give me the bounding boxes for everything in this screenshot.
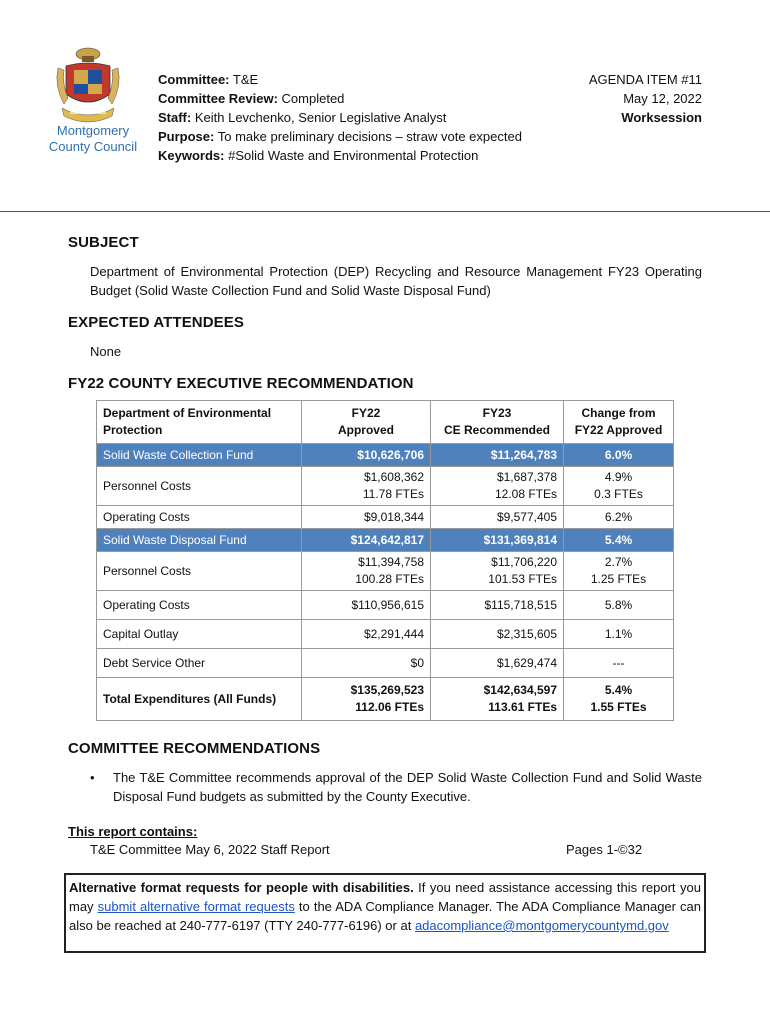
- cell-fy22: $110,956,615: [302, 591, 431, 620]
- ada-email-link[interactable]: adacompliance@montgomerycountymd.gov: [414, 918, 669, 933]
- contents-pages: Pages 1-©32: [566, 842, 643, 857]
- table-row-collection-personnel: [97, 467, 674, 506]
- row-label: Debt Service Other: [97, 649, 302, 678]
- cell-fy22: $124,642,817: [302, 529, 431, 552]
- keywords-value: #Solid Waste and Environmental Protection: [228, 148, 479, 163]
- cell-fy23: $1,629,474: [431, 649, 564, 678]
- row-label: Solid Waste Disposal Fund: [97, 529, 302, 552]
- committee-line: [158, 70, 522, 89]
- cell-fy22: $1,608,362 11.78 FTEs: [302, 467, 431, 506]
- council-name-line1: Montgomery: [56, 123, 130, 138]
- attendees-heading: EXPECTED ATTENDEES: [68, 314, 244, 331]
- cell-fy22: $11,394,758 100.28 FTEs: [302, 552, 431, 591]
- cell-change: 5.8%: [564, 591, 674, 620]
- cell-change: 6.0%: [564, 444, 674, 467]
- table-row-debt-service: [97, 649, 674, 678]
- cell-fy23: $131,369,814: [431, 529, 564, 552]
- accessibility-lead: Alternative format requests for people with disabilities.: [69, 880, 414, 895]
- cell-fy22: $9,018,344: [302, 506, 431, 529]
- cell-fy23: $115,718,515: [431, 591, 564, 620]
- keywords-label: Keywords:: [158, 148, 225, 163]
- purpose-value: To make preliminary decisions – straw vote expected: [217, 129, 522, 144]
- recommendation-heading: FY22 COUNTY EXECUTIVE RECOMMENDATION: [68, 375, 414, 392]
- committee-value: T&E: [232, 72, 259, 87]
- budget-table: [96, 400, 674, 721]
- cell-change: 4.9% 0.3 FTEs: [564, 467, 674, 506]
- table-row-disposal-personnel: [97, 552, 674, 591]
- table-row-collection-fund: [97, 444, 674, 467]
- accessibility-notice: [64, 873, 706, 953]
- table-row-capital-outlay: [97, 620, 674, 649]
- cell-change: 5.4%: [564, 529, 674, 552]
- meta-block: [158, 70, 522, 165]
- cell-fy23: $1,687,378 12.08 FTEs: [431, 467, 564, 506]
- row-label: Personnel Costs: [97, 552, 302, 591]
- agenda-block: [589, 70, 702, 127]
- row-label: Personnel Costs: [97, 467, 302, 506]
- table-row-collection-operating: [97, 506, 674, 529]
- cell-change: 1.1%: [564, 620, 674, 649]
- review-label: Committee Review:: [158, 91, 278, 106]
- cell-change: ---: [564, 649, 674, 678]
- cell-change: 5.4% 1.55 FTEs: [564, 678, 674, 721]
- header-fy22: FY22 Approved: [302, 401, 431, 444]
- header-department: Department of Environmental Protection: [97, 401, 302, 444]
- contents-item: T&E Committee May 6, 2022 Staff Report: [90, 842, 330, 857]
- row-label: Operating Costs: [97, 506, 302, 529]
- header-change: Change from FY22 Approved: [564, 401, 674, 444]
- committee-label: Committee:: [158, 72, 230, 87]
- review-value: Completed: [281, 91, 345, 106]
- cell-change: 6.2%: [564, 506, 674, 529]
- table-row-disposal-operating: [97, 591, 674, 620]
- staff-value: Keith Levchenko, Senior Legislative Analyst: [194, 110, 447, 125]
- session-type: Worksession: [621, 110, 702, 125]
- review-line: [158, 89, 522, 108]
- cell-fy23: $11,706,220 101.53 FTEs: [431, 552, 564, 591]
- cell-fy23: $9,577,405: [431, 506, 564, 529]
- table-row-disposal-fund: [97, 529, 674, 552]
- purpose-label: Purpose:: [158, 129, 215, 144]
- cell-fy22: $10,626,706: [302, 444, 431, 467]
- cell-change: 2.7% 1.25 FTEs: [564, 552, 674, 591]
- subject-text: Department of Environmental Protection (DEP) Recycling and Resource Management FY23 Operating Budget (Solid Waste Collection Fund and Solid Waste Disposal Fund): [90, 264, 702, 298]
- table-header-row: [97, 401, 674, 444]
- committee-bullet-text: The T&E Committee recommends approval of the DEP Solid Waste Collection Fund and Solid Waste Disposal Fund budgets as submitted by the County Executive.: [113, 770, 702, 804]
- cell-fy23: $11,264,783: [431, 444, 564, 467]
- staff-label: Staff:: [158, 110, 192, 125]
- cell-fy23: $2,315,605: [431, 620, 564, 649]
- staff-line: [158, 108, 522, 127]
- keywords-line: [158, 146, 522, 165]
- contents-heading: This report contains:: [68, 824, 198, 839]
- table-row-total: [97, 678, 674, 721]
- meeting-date: May 12, 2022: [623, 91, 702, 106]
- row-label: Solid Waste Collection Fund: [97, 444, 302, 467]
- accessibility-text-1: If you need assistance accessing this report you may: [69, 880, 701, 914]
- cell-fy23: $142,634,597 113.61 FTEs: [431, 678, 564, 721]
- agenda-item: AGENDA ITEM #11: [588, 72, 702, 87]
- cell-fy22: $0: [302, 649, 431, 678]
- committee-heading: COMMITTEE RECOMMENDATIONS: [68, 740, 321, 757]
- accessibility-text-2: to the ADA Compliance Manager. The ADA Compliance Manager can also be reached at 240-777-6197 (TTY 240-777-6196) or at: [69, 899, 702, 933]
- council-name: [40, 123, 146, 155]
- cell-fy22: $2,291,444: [302, 620, 431, 649]
- subject-heading: SUBJECT: [68, 234, 139, 251]
- attendees-text: None: [90, 344, 122, 359]
- alternative-format-link[interactable]: submit alternative format requests: [97, 899, 295, 914]
- county-seal-logo: [52, 46, 124, 128]
- council-name-line2: County Council: [48, 139, 138, 154]
- header-fy23: FY23 CE Recommended: [431, 401, 564, 444]
- row-label: Operating Costs: [97, 591, 302, 620]
- row-label: Total Expenditures (All Funds): [97, 678, 302, 721]
- bullet-icon: •: [90, 770, 95, 785]
- row-label: Capital Outlay: [97, 620, 302, 649]
- cell-fy22: $135,269,523 112.06 FTEs: [302, 678, 431, 721]
- header-divider: [0, 211, 770, 212]
- committee-bullet: [90, 768, 702, 806]
- purpose-line: [158, 127, 522, 146]
